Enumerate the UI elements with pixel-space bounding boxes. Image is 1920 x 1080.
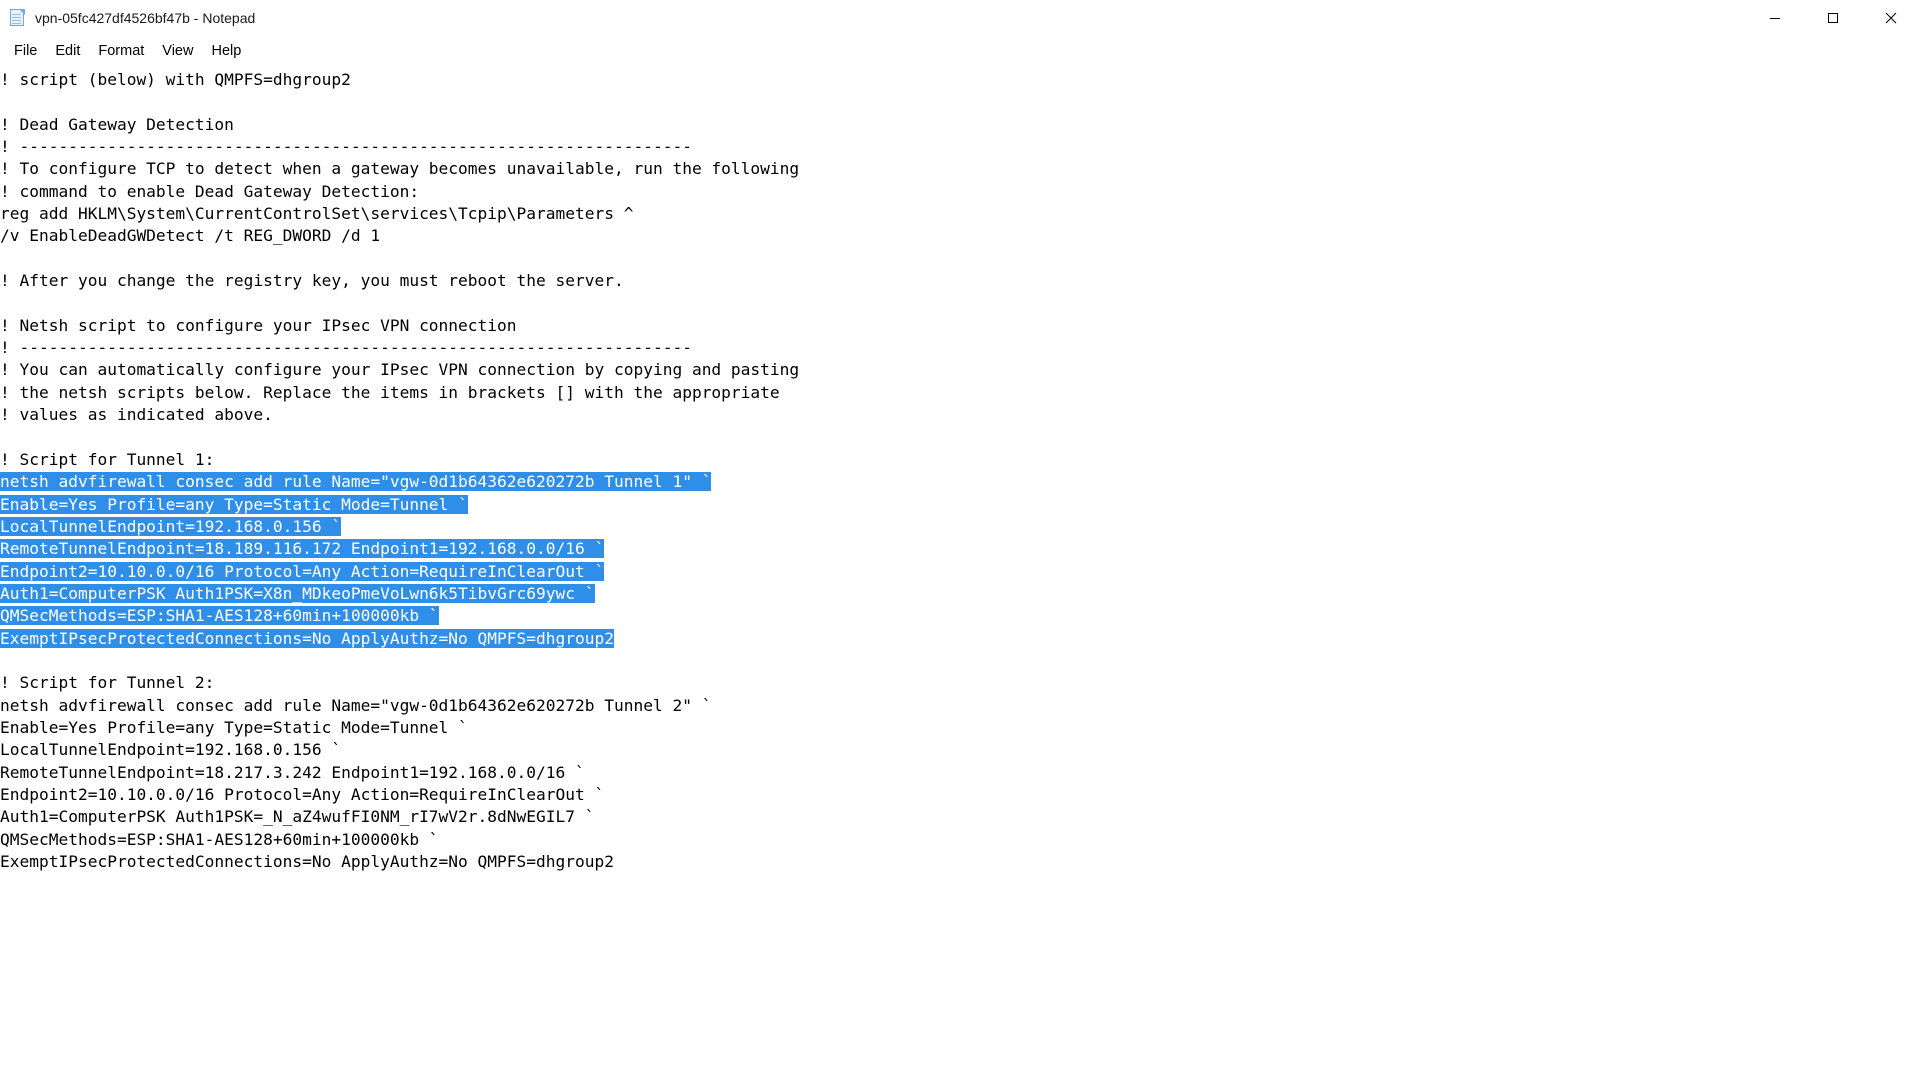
text-line <box>0 91 1920 113</box>
menu-edit[interactable]: Edit <box>55 43 81 59</box>
selected-text: Endpoint2=10.10.0.0/16 Protocol=Any Action=RequireInClearOut ` <box>0 561 605 581</box>
text-line: Endpoint2=10.10.0.0/16 Protocol=Any Action=RequireInClearOut ` <box>0 785 605 804</box>
window-title: vpn-05fc427df4526bf47b - Notepad <box>35 10 256 26</box>
text-line <box>0 650 1920 672</box>
text-line: QMSecMethods=ESP:SHA1-AES128+60min+100000kb ` <box>0 829 439 849</box>
text-line: ! values as indicated above. <box>0 405 273 425</box>
selected-text: Enable=Yes Profile=any Type=Static Mode=Tunnel ` <box>0 494 468 514</box>
selected-text: LocalTunnelEndpoint=192.168.0.156 ` <box>0 516 342 536</box>
minimize-button[interactable] <box>1746 0 1804 36</box>
text-line: Auth1=ComputerPSK Auth1PSK=_N_aZ4wufFI0NM_rI7wV2r.8dNwEGIL7 ` <box>0 807 595 827</box>
text-line: ! Dead Gateway Detection <box>0 114 234 134</box>
menu-format[interactable]: Format <box>98 43 145 59</box>
text-line <box>0 605 1920 627</box>
text-line <box>0 538 1920 560</box>
menu-help[interactable]: Help <box>211 43 242 59</box>
text-line <box>0 628 1920 650</box>
selected-text: RemoteTunnelEndpoint=18.189.116.172 Endpoint1=192.168.0.0/16 ` <box>0 539 605 559</box>
text-line: reg add HKLM\System\CurrentControlSet\services\Tcpip\Parameters ^ <box>0 204 634 224</box>
text-line <box>0 471 1920 493</box>
title-bar <box>0 0 1920 37</box>
notepad-document-icon <box>9 9 27 27</box>
menu-file[interactable]: File <box>14 43 38 59</box>
text-line: ! command to enable Dead Gateway Detection: <box>0 181 420 201</box>
text-line: LocalTunnelEndpoint=192.168.0.156 ` <box>0 740 342 760</box>
text-line: ! Script for Tunnel 2: <box>0 673 215 693</box>
selected-text: Auth1=ComputerPSK Auth1PSK=X8n_MDkeoPmeVoLwn6k5TibvGrc69ywc ` <box>0 583 595 603</box>
text-line: /v EnableDeadGWDetect /t REG_DWORD /d 1 <box>0 226 381 246</box>
document-text[interactable] <box>0 69 1920 873</box>
close-button[interactable] <box>1862 0 1920 36</box>
text-line: ! --------------------------------------------------------------------- <box>0 137 692 157</box>
text-line <box>0 427 1920 449</box>
text-editor-area[interactable] <box>0 66 1920 1080</box>
text-line: netsh advfirewall consec add rule Name="vgw-0d1b64362e620272b Tunnel 2" ` <box>0 695 712 715</box>
text-line: ! After you change the registry key, you must reboot the server. <box>0 271 624 291</box>
text-line <box>0 583 1920 605</box>
text-line: Enable=Yes Profile=any Type=Static Mode=Tunnel ` <box>0 717 468 737</box>
text-line: ! You can automatically configure your IPsec VPN connection by copying and pasting <box>0 360 800 380</box>
selected-text: ExemptIPsecProtectedConnections=No ApplyAuthz=No QMPFS=dhgroup2 <box>0 628 614 648</box>
text-line <box>0 516 1920 538</box>
window-controls <box>1746 0 1920 36</box>
maximize-button[interactable] <box>1804 0 1862 36</box>
menu-view[interactable]: View <box>162 43 194 59</box>
menu-bar <box>0 37 1920 66</box>
text-line <box>0 561 1920 583</box>
text-line: ExemptIPsecProtectedConnections=No ApplyAuthz=No QMPFS=dhgroup2 <box>0 852 614 872</box>
text-line: ! --------------------------------------------------------------------- <box>0 338 692 358</box>
text-line: ! Script for Tunnel 1: <box>0 449 215 469</box>
text-line: ! the netsh scripts below. Replace the items in brackets [] with the appropriate <box>0 382 780 402</box>
text-line: ! Netsh script to configure your IPsec VPN connection <box>0 315 517 335</box>
selected-text: QMSecMethods=ESP:SHA1-AES128+60min+100000kb ` <box>0 606 439 626</box>
text-line: RemoteTunnelEndpoint=18.217.3.242 Endpoint1=192.168.0.0/16 ` <box>0 762 585 782</box>
text-line <box>0 494 1920 516</box>
text-line: ! script (below) with QMPFS=dhgroup2 <box>0 70 351 89</box>
selected-text: netsh advfirewall consec add rule Name="vgw-0d1b64362e620272b Tunnel 1" ` <box>0 472 712 492</box>
text-line: ! To configure TCP to detect when a gateway becomes unavailable, run the following <box>0 159 800 179</box>
text-line <box>0 248 1920 270</box>
text-line <box>0 292 1920 314</box>
